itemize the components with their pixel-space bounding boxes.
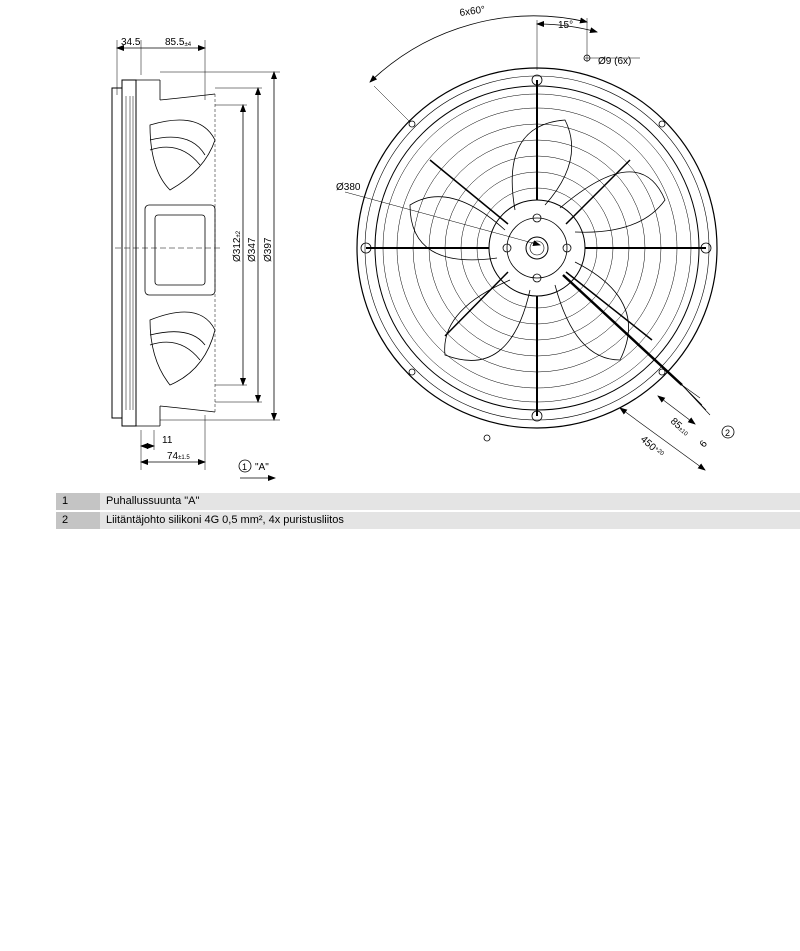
legend-text: Puhallussuunta "A" <box>100 493 800 510</box>
legend-table <box>56 493 800 531</box>
legend-number: 1 <box>56 493 100 510</box>
dim-top-right: 85.5±4 <box>165 37 192 48</box>
dim-bottom-small: 11 <box>162 435 173 446</box>
hole-spec-label: Ø9 (6x) <box>598 56 632 67</box>
angle-pattern-label: 6x60° <box>458 4 486 19</box>
legend-text: Liitäntäjohto silikoni 4G 0,5 mm², 4x puristusliitos <box>100 512 800 529</box>
legend-number: 2 <box>56 512 100 529</box>
dim-top-left: 34.5 <box>121 37 141 48</box>
side-view-labels <box>121 37 274 462</box>
legend-row <box>56 512 800 529</box>
front-view <box>345 16 717 470</box>
angle-offset-label: 15° <box>558 20 574 31</box>
dim-diameter-312: Ø312±2 <box>232 230 243 262</box>
dim-diameter-347: Ø347 <box>247 237 258 262</box>
strip-length-label: 85±10 <box>667 416 689 438</box>
dim-diameter-397: Ø397 <box>263 237 274 262</box>
cable-length-label: $450^{+20}$ <box>637 434 665 458</box>
legend-row <box>56 493 800 510</box>
wire-strip-label: 6 <box>697 438 710 450</box>
cable-callout-number: 2 <box>725 428 731 438</box>
bolt-circle-label: Ø380 <box>336 182 361 193</box>
direction-callout-number: 1 <box>242 462 248 472</box>
dim-bottom: 74±1.5 <box>167 451 190 462</box>
cable-callout <box>722 426 734 438</box>
direction-callout-label: "A" <box>255 462 269 473</box>
front-view-labels <box>336 5 710 461</box>
direction-callout <box>239 460 275 478</box>
